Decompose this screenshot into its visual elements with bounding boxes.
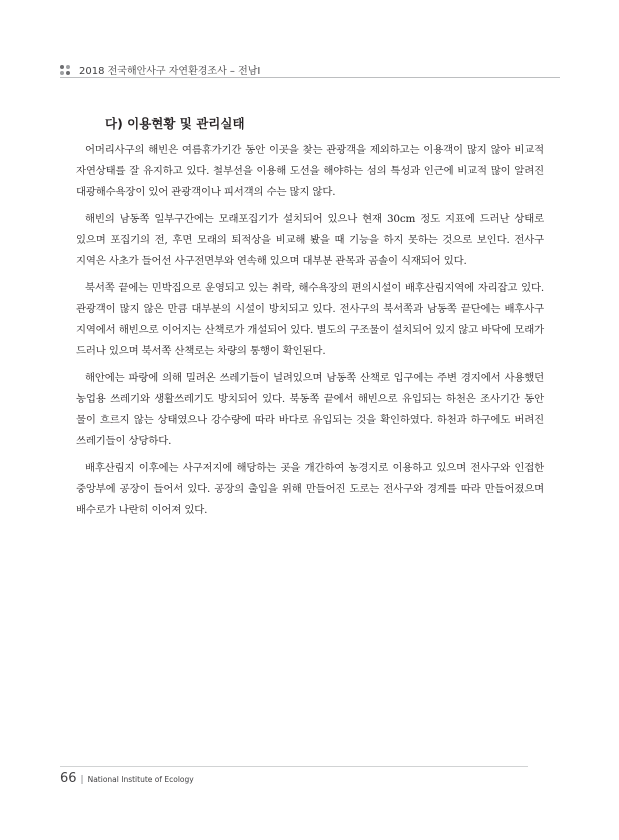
header-divider [60,77,560,78]
paragraph-4: 해안에는 파랑에 의해 밀려온 쓰레기들이 널려있으며 남동쪽 산책로 입구에는 주변 경지에서 사용했던 농업용 쓰레기와 생활쓰레기도 방치되어 있다. 북동쪽 끝에서 해빈으로 유입되는 하천은 조사기간 동안 물이 흐르지 않는 상태였으나 강수량에 따라 바다로 유입되는 것을 확인하였다. 하천과 하구에도 버려진 쓰레기들이 상당하다. [76,372,544,447]
page-footer [60,771,194,786]
body-text [76,140,544,527]
page-number: 66 [60,771,77,786]
header-dots-icon [60,65,74,75]
footer-separator: | [80,775,84,785]
paragraph-3: 북서쪽 끝에는 민박집으로 운영되고 있는 취락, 해수욕장의 편의시설이 배후산림지역에 자리잡고 있다. 관광객이 많지 않은 만큼 대부분의 시설이 방치되고 있다. 전사구의 북서쪽과 남동쪽 끝단에는 배후사구 지역에서 해빈으로 이어지는 산책로가 개설되어 있다. 별도의 구조물이 설치되어 있지 않고 바닥에 모래가 드러나 있으며 북서쪽 산책로는 차량의 통행이 확인된다. [76,282,544,357]
section-title: 다) 이용현황 및 관리실태 [105,116,245,131]
paragraph-2: 해빈의 남동쪽 일부구간에는 모래포집기가 설치되어 있으나 현재 30cm 정도 지표에 드러난 상태로 있으며 포집기의 전, 후면 모래의 퇴적상을 비교해 봤을 때 기능을 하지 못하는 것으로 보인다. 전사구 지역은 사초가 들어선 사구전면부와 연속해 있으며 대부분 관목과 곰솔이 식재되어 있다. [76,213,544,267]
footer-institution: National Institute of Ecology [87,775,194,784]
running-header [60,62,560,77]
paragraph-1: 어머리사구의 해빈은 여름휴가기간 동안 이곳을 찾는 관광객을 제외하고는 이용객이 많지 않아 비교적 자연상태를 잘 유지하고 있다. 철부선을 이용해 도선을 해야하는 섬의 특성과 인근에 비교적 많이 알려진 대광해수욕장이 있어 관광객이나 피서객의 수는 많지 않다. [76,144,544,198]
paragraph-5: 배후산림지 이후에는 사구저지에 해당하는 곳을 개간하여 농경지로 이용하고 있으며 전사구와 인접한 중앙부에 공장이 들어서 있다. 공장의 출입을 위해 만들어진 도로는 전사구와 경계를 따라 만들어졌으며 배수로가 나란히 이어져 있다. [76,462,544,516]
running-title: 2018 전국해안사구 자연환경조사 – 전남Ⅰ [79,66,261,77]
footer-divider [60,766,528,767]
